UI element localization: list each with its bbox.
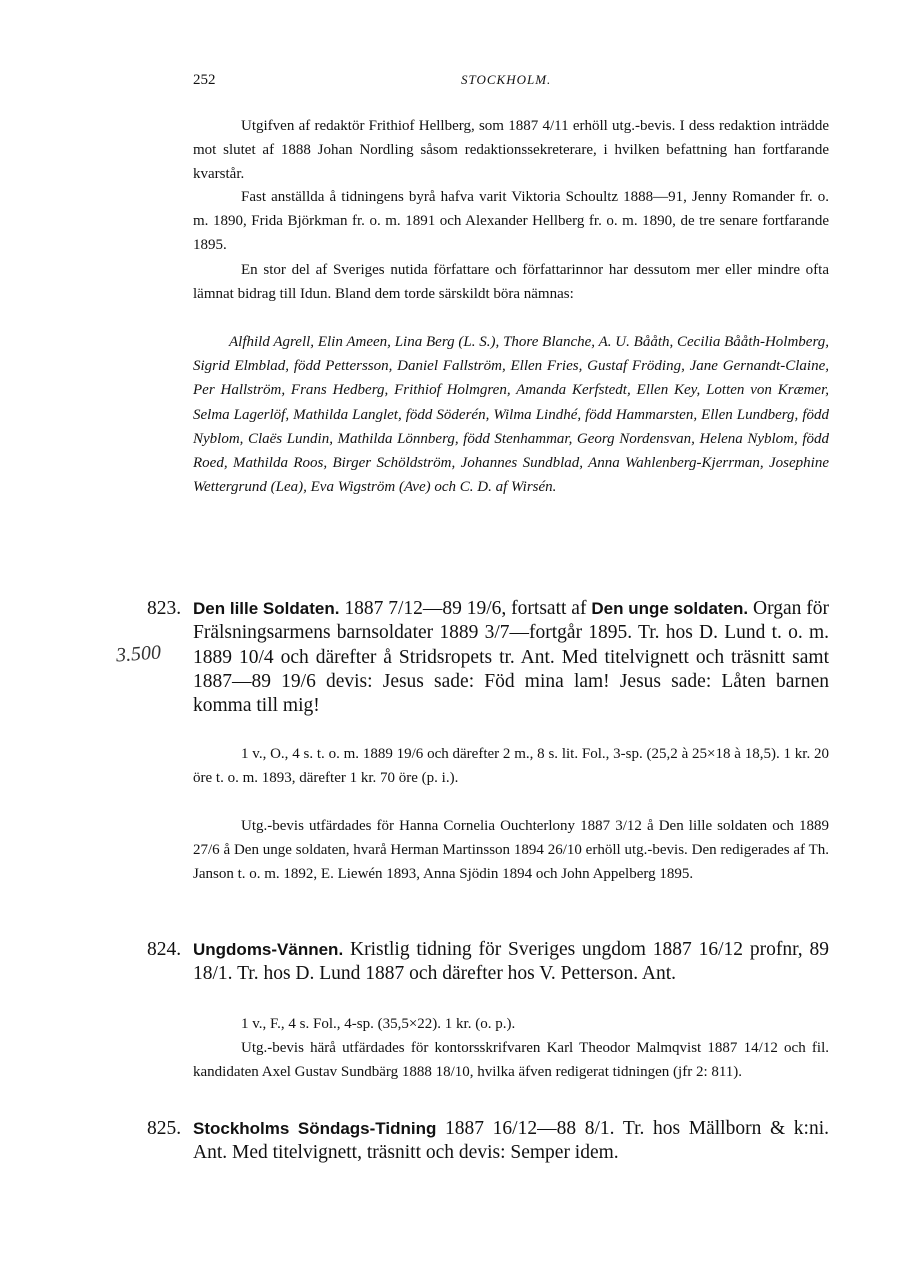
entry-824-details: 1 v., F., 4 s. Fol., 4-sp. (35,5×22). 1 kr. (o. p.).: [241, 1016, 516, 1032]
handwritten-margin-note: 3.500: [115, 641, 162, 667]
entry-continuation-title: Den unge soldaten.: [591, 599, 749, 618]
entry-823-details: 1 v., O., 4 s. t. o. m. 1889 19/6 och därefter 2 m., 8 s. lit. Fol., 3-sp. (25,2 à 25×18 à 18,5). 1 kr. 20 öre t. o. m. 1893, därefter 1 kr. 70 öre (p. i.).: [193, 746, 829, 787]
entry-title: Den lille Soldaten.: [193, 599, 340, 618]
entry-title: Ungdoms-Vännen.: [193, 940, 344, 959]
entry-title: Stockholms Söndags-Tidning: [193, 1119, 437, 1138]
page-header: [193, 72, 833, 96]
entry-description: Kristlig tidning för Sveriges ungdom 1887 16/12 profnr, 89 18/1. Tr. hos D. Lund 1887 och därefter hos V. Petterson. Ant.: [193, 939, 829, 985]
entry-823-notes: Utg.-bevis utfärdades för Hanna Cornelia Ouchterlony 1887 3/12 å Den lille soldaten och 1889 27/6 å Den unge soldaten, hvarå Herman Martinsson 1894 26/10 erhöll utg.-bevis. Den redigerades af Th. Janson t. o. m. 1892, E. Liewén 1893, Anna Sjödin 1894 och John Appelberg 1895.: [193, 818, 829, 883]
entry-825-main: [193, 1117, 829, 1166]
running-head: STOCKHOLM.: [461, 72, 552, 87]
entry-number: 823.: [147, 598, 182, 619]
intro-paragraph-2: Fast anställda å tidningens byrå hafva varit Viktoria Schoultz 1888—91, Jenny Romander fr. o. m. 1890, Frida Björkman fr. o. m. 1891 och Alexander Hellberg fr. o. m. 1890, de tre senare fortfarande 1895.: [193, 189, 829, 254]
entry-description: 1887 16/12—88 8/1. Tr. hos Mällborn & k:ni. Ant. Med titelvignett, träsnitt och devis: Semper idem.: [193, 1118, 830, 1164]
intro-paragraph-3: En stor del af Sveriges nutida författare och författarinnor har dessutom mer eller mindre ofta lämnat bidrag till Idun. Bland dem torde särskildt böra nämnas:: [193, 262, 829, 303]
entry-823-main: [193, 597, 829, 718]
entry-number: 825.: [147, 1118, 182, 1139]
entry-description: Organ för Frälsningsarmens barnsoldater 1889 3/7—fortgår 1895. Tr. hos D. Lund t. o. m. 1889 10/4 och därefter å Stridsropets tr. Ant. Med titelvignett och träsnitt samt 1887—89 19/6 devis: Jesus sade: Föd mina lam! Jesus sade: Låten barnen komma till mig!: [193, 598, 830, 717]
entry-824-main: [193, 938, 829, 987]
entry-824-notes: Utg.-bevis härå utfärdades för kontorsskrifvaren Karl Theodor Malmqvist 1887 14/12 och fil. kandidaten Axel Gustav Sundbärg 1888 18/10, hvilka äfven redigerat tidningen (jfr 2: 811).: [193, 1040, 829, 1081]
intro-paragraph-1: Utgifven af redaktör Frithiof Hellberg, som 1887 4/11 erhöll utg.-bevis. I dess redaktion inträdde mot slutet af 1888 Johan Nordling såsom redaktionssekreterare, i hvilken befattning han fortfarande kvarstår.: [193, 118, 829, 183]
page-number: 252: [193, 72, 216, 88]
entry-lead: 1887 7/12—89 19/6, fortsatt af: [344, 598, 587, 619]
entry-number: 824.: [147, 939, 182, 960]
contributors-list: Alfhild Agrell, Elin Ameen, Lina Berg (L. S.), Thore Blanche, A. U. Bååth, Cecilia Bååth-Holmberg, Sigrid Elmblad, född Pettersson, Daniel Fallström, Ellen Fries, Gustaf Fröding, Jane Gernandt-Claine, Per Hallström, Frans Hedberg, Frithiof Holmgren, Amanda Kerfstedt, Ellen Key, Lotten von Kræmer, Selma Lagerlöf, Mathilda Langlet, född Söderén, Wilma Lindhé, född Hammarsten, Ellen Lundberg, född Nyblom, Claës Lundin, Mathilda Lönnberg, född Stenhammar, Georg Nordensvan, Helena Nyblom, född Roed, Mathilda Roos, Birger Schöldström, Johannes Sundblad, Anna Wahlenberg-Kjerrman, Josephine Wettergrund (Lea), Eva Wigström (Ave) och C. D. af Wirsén.: [193, 334, 829, 496]
